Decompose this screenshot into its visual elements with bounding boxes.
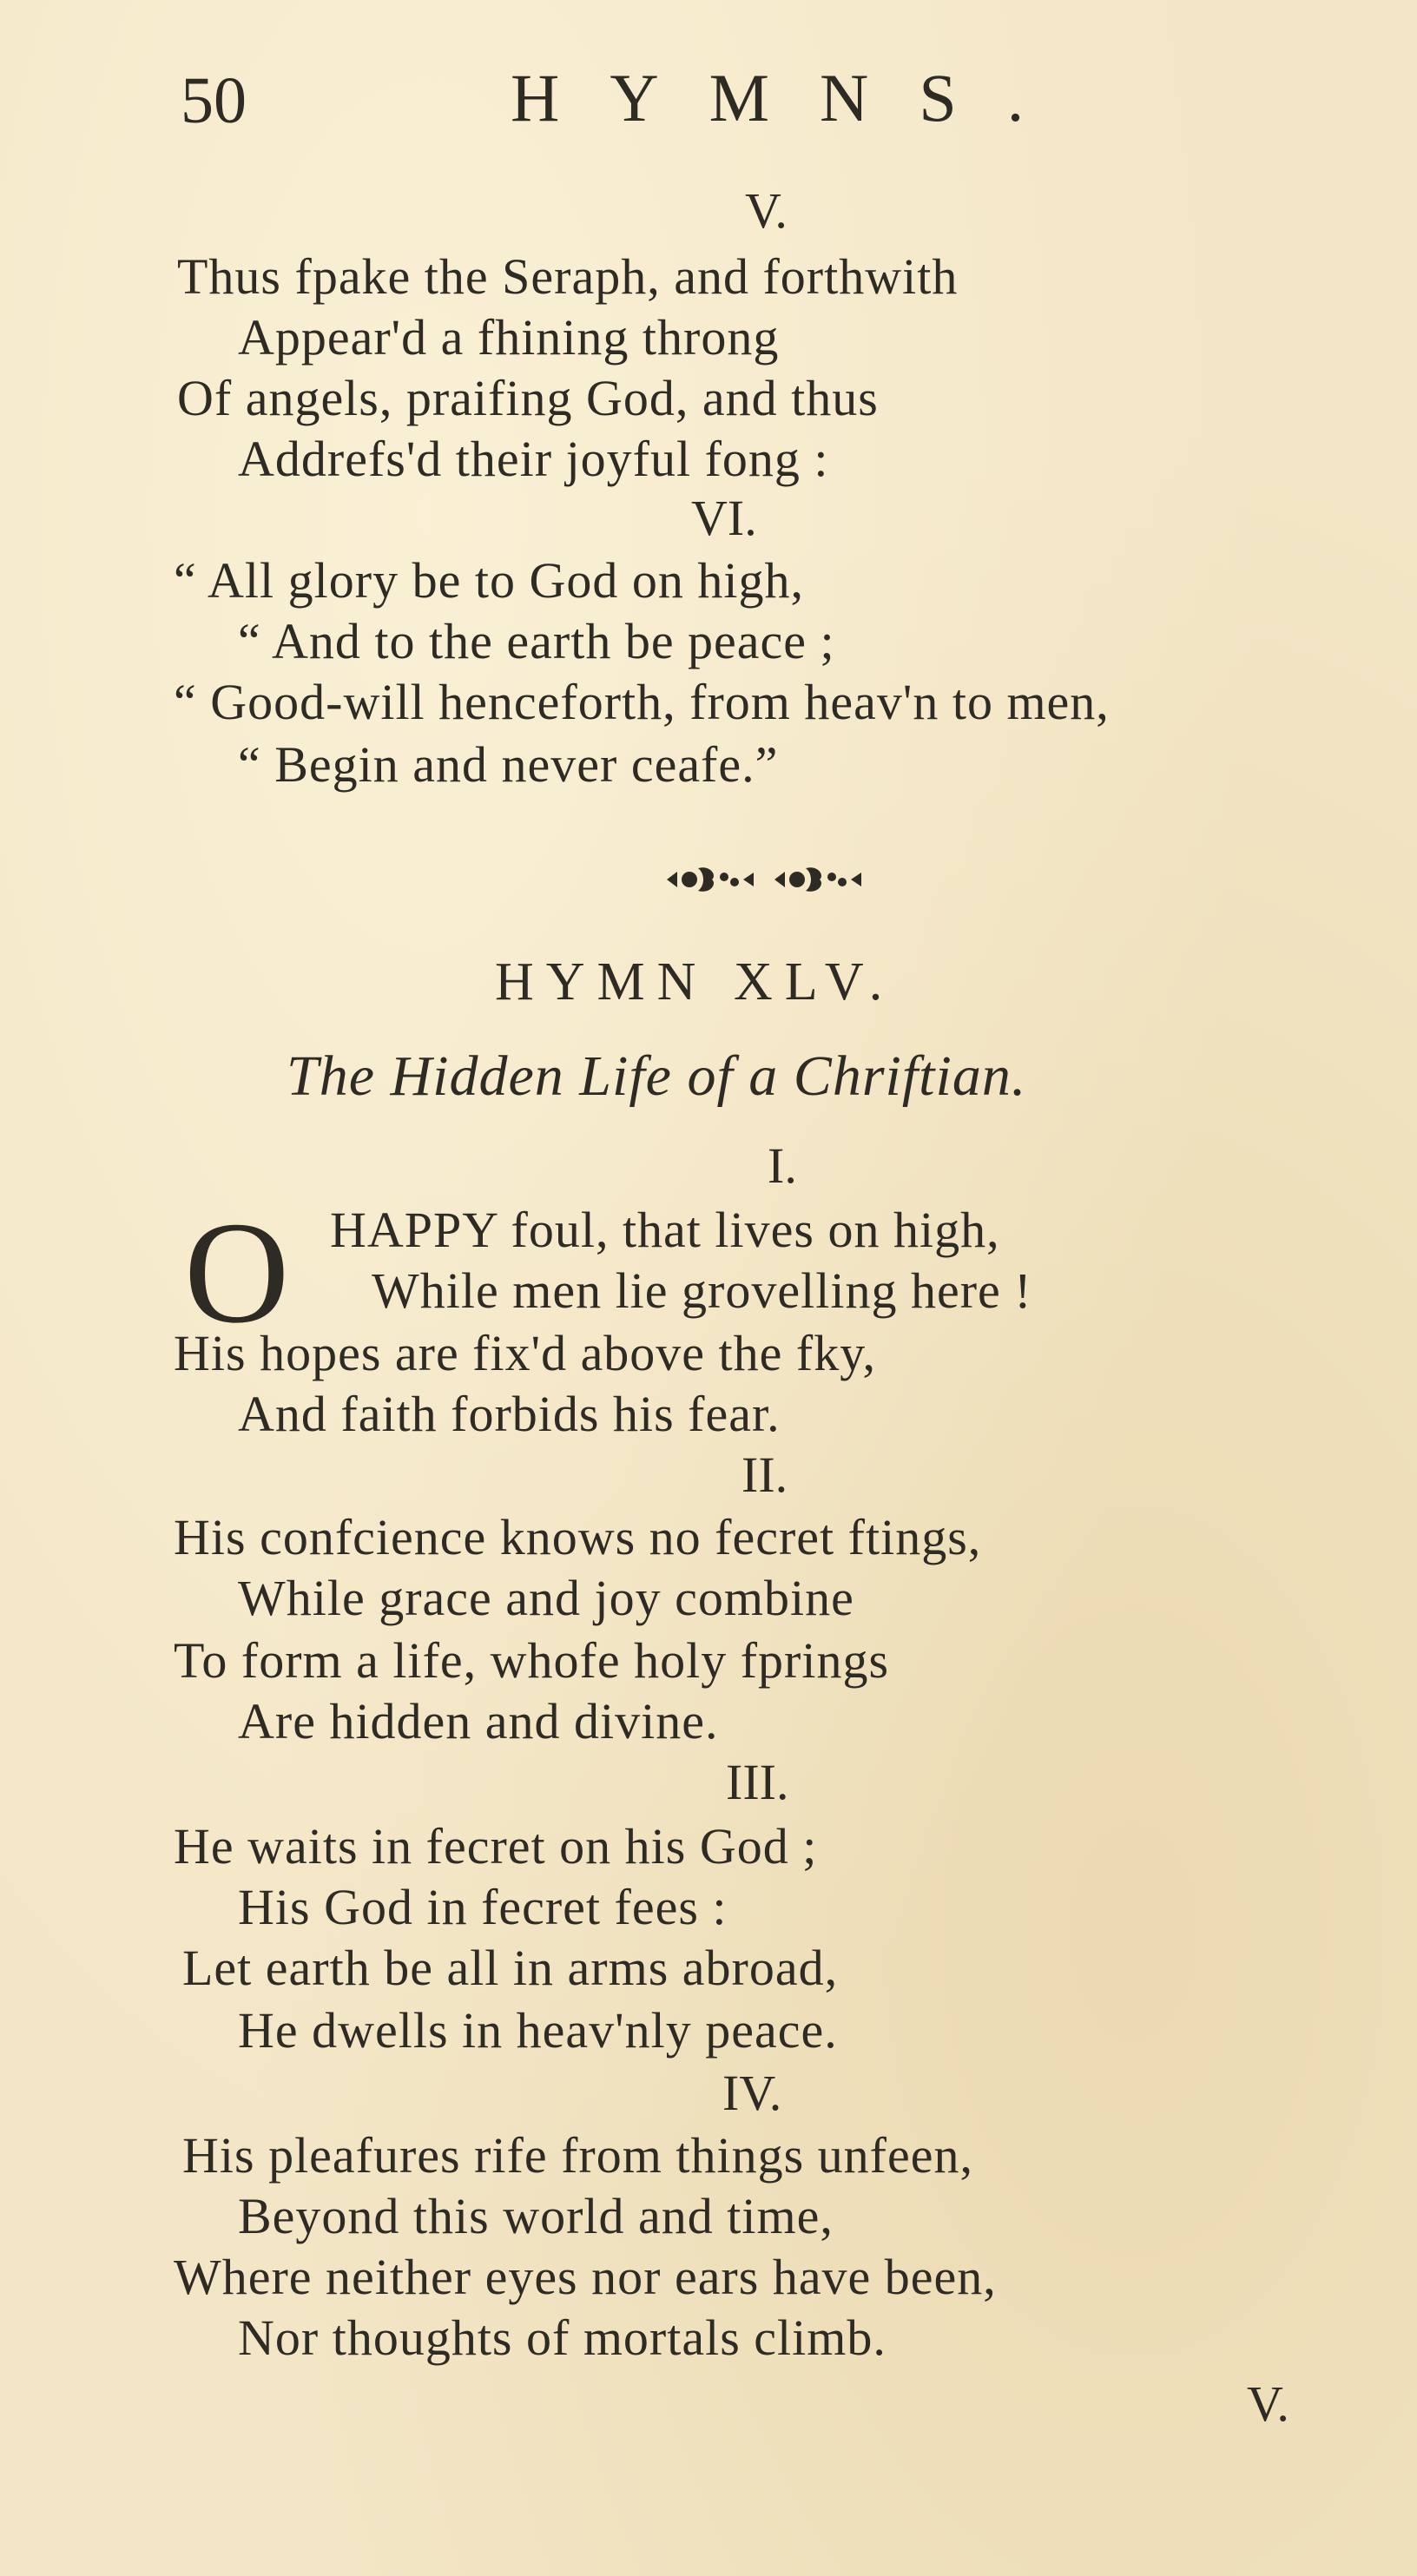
drop-cap: O: [184, 1192, 290, 1354]
verse-line: While men lie grovelling here !: [372, 1262, 1032, 1319]
stanza-numeral: III.: [726, 1754, 789, 1810]
verse-line: Appear'd a fhining throng: [238, 309, 780, 366]
ornament-divider: [660, 858, 877, 901]
stanza-numeral: VI.: [691, 490, 757, 546]
verse-line: Let earth be all in arms abroad,: [182, 1940, 839, 1996]
verse-line: “ Begin and never ceafe.”: [238, 736, 779, 793]
verse-line: Where neither eyes nor ears have been,: [174, 2249, 997, 2305]
verse-line: Addrefs'd their joyful fong :: [238, 431, 829, 487]
running-head: HYMNS.: [511, 60, 1075, 135]
verse-line: Are hidden and divine.: [238, 1693, 719, 1749]
verse-line: “ Good-will henceforth, from heav'n to men,: [174, 674, 1110, 730]
verse-line: To form a life, whofe holy fprings: [174, 1632, 890, 1689]
stanza-numeral: II.: [741, 1446, 788, 1503]
verse-line: Thus fpake the Seraph, and forthwith: [177, 248, 959, 305]
verse-line: His God in fecret fees :: [238, 1879, 728, 1935]
verse-line: “ And to the earth be peace ;: [238, 613, 835, 669]
verse-line: HAPPY foul, that lives on high,: [330, 1202, 1000, 1258]
hymn-title: The Hidden Life of a Chriftian.: [287, 1044, 1027, 1108]
verse-line: While grace and joy combine: [238, 1570, 854, 1626]
verse-line: His hopes are fix'd above the fky,: [174, 1325, 876, 1381]
hymn-number: HYMN XLV.: [495, 952, 895, 1011]
verse-line: He dwells in heav'nly peace.: [238, 2002, 838, 2059]
catchword: V.: [1247, 2375, 1289, 2432]
stanza-numeral: I.: [768, 1137, 797, 1194]
verse-line: “ All glory be to God on high,: [174, 552, 804, 609]
page-number: 50: [181, 64, 247, 137]
stanza-numeral: IV.: [722, 2065, 782, 2121]
verse-line: His confcience knows no fecret ftings,: [174, 1509, 982, 1565]
verse-line: Beyond this world and time,: [238, 2188, 834, 2244]
verse-line: And faith forbids his fear.: [238, 1386, 781, 1442]
verse-line: His pleafures rife from things unfeen,: [182, 2127, 973, 2184]
verse-line: Of angels, praifing God, and thus: [177, 370, 879, 426]
verse-line: He waits in fecret on his God ;: [174, 1818, 818, 1874]
stanza-numeral: V.: [745, 182, 788, 239]
verse-line: Nor thoughts of mortals climb.: [238, 2309, 886, 2366]
